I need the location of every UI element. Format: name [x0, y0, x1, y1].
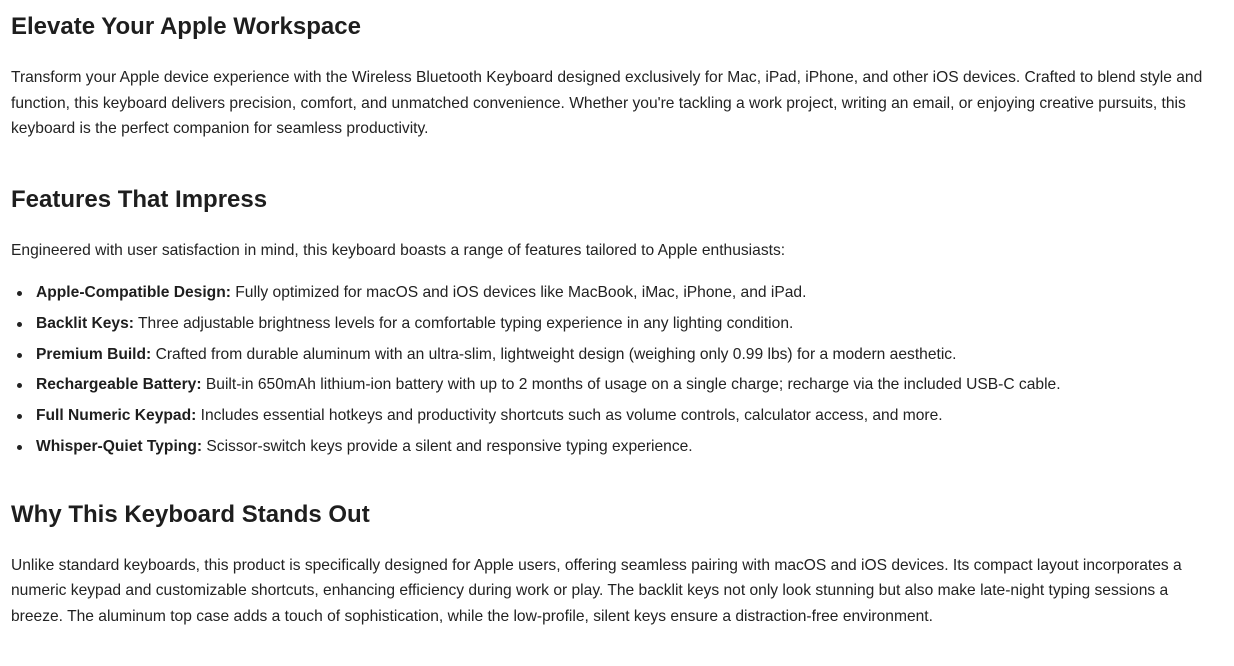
section-heading-stands-out: Why This Keyboard Stands Out [11, 500, 370, 528]
feature-item [36, 437, 1223, 457]
features-list [11, 283, 1223, 457]
feature-label: Apple-Compatible Design: [36, 284, 231, 301]
feature-label: Premium Build: [36, 345, 152, 363]
section-heading-features: Features That Impress [11, 185, 268, 213]
feature-text: Includes essential hotkeys and productivity shortcuts such as volume controls, calculator access, and more. [196, 407, 943, 425]
feature-item [36, 375, 1223, 395]
feature-text: Built-in 650mAh lithium-ion battery with up to 2 months of usage on a single charge; recharge via the included USB-C cable. [201, 376, 1061, 394]
feature-label: Rechargeable Battery: [36, 376, 202, 394]
feature-label: Full Numeric Keypad: [36, 407, 197, 425]
feature-text: Crafted from durable aluminum with an ultra-slim, lightweight design (weighing only 0.99 lbs) for a modern aesthetic. [151, 345, 957, 363]
feature-text: Scissor-switch keys provide a silent and responsive typing experience. [202, 437, 693, 455]
feature-item [36, 345, 1223, 365]
section-paragraph-features: Engineered with user satisfaction in mind, this keyboard boasts a range of features tailored to Apple enthusiasts: [11, 241, 786, 259]
feature-item [36, 283, 1223, 303]
section-paragraph-elevate: Transform your Apple device experience with the Wireless Bluetooth Keyboard designed exclusively for Mac, iPad, iPhone, and other iOS devices. Crafted to blend style and function, this keyboard delivers precision, comfort, and unmatched convenience. Whether you're tackling a work project, writing an email, or enjoying creative pursuits, this keyboard is the perfect companion for seamless productivity. [11, 69, 1203, 137]
feature-item [36, 406, 1223, 426]
feature-label: Backlit Keys: [36, 314, 134, 332]
section-heading-elevate: Elevate Your Apple Workspace [11, 13, 361, 40]
feature-text: Three adjustable brightness levels for a comfortable typing experience in any lighting condition. [133, 314, 794, 332]
section-paragraph-stands-out: Unlike standard keyboards, this product is specifically designed for Apple users, offering seamless pairing with macOS and iOS devices. Its compact layout incorporates a numeric keypad and customizable shortcuts, enhancing efficiency during work or play. The backlit keys not only look stunning but also make late-night typing sessions a breeze. The aluminum top case adds a touch of sophistication, while the low-profile, silent keys ensure a distraction-free environment. [11, 556, 1182, 625]
feature-item [36, 314, 1223, 334]
feature-label: Whisper-Quiet Typing: [36, 437, 203, 455]
feature-text: Fully optimized for macOS and iOS devices like MacBook, iMac, iPhone, and iPad. [230, 284, 807, 301]
